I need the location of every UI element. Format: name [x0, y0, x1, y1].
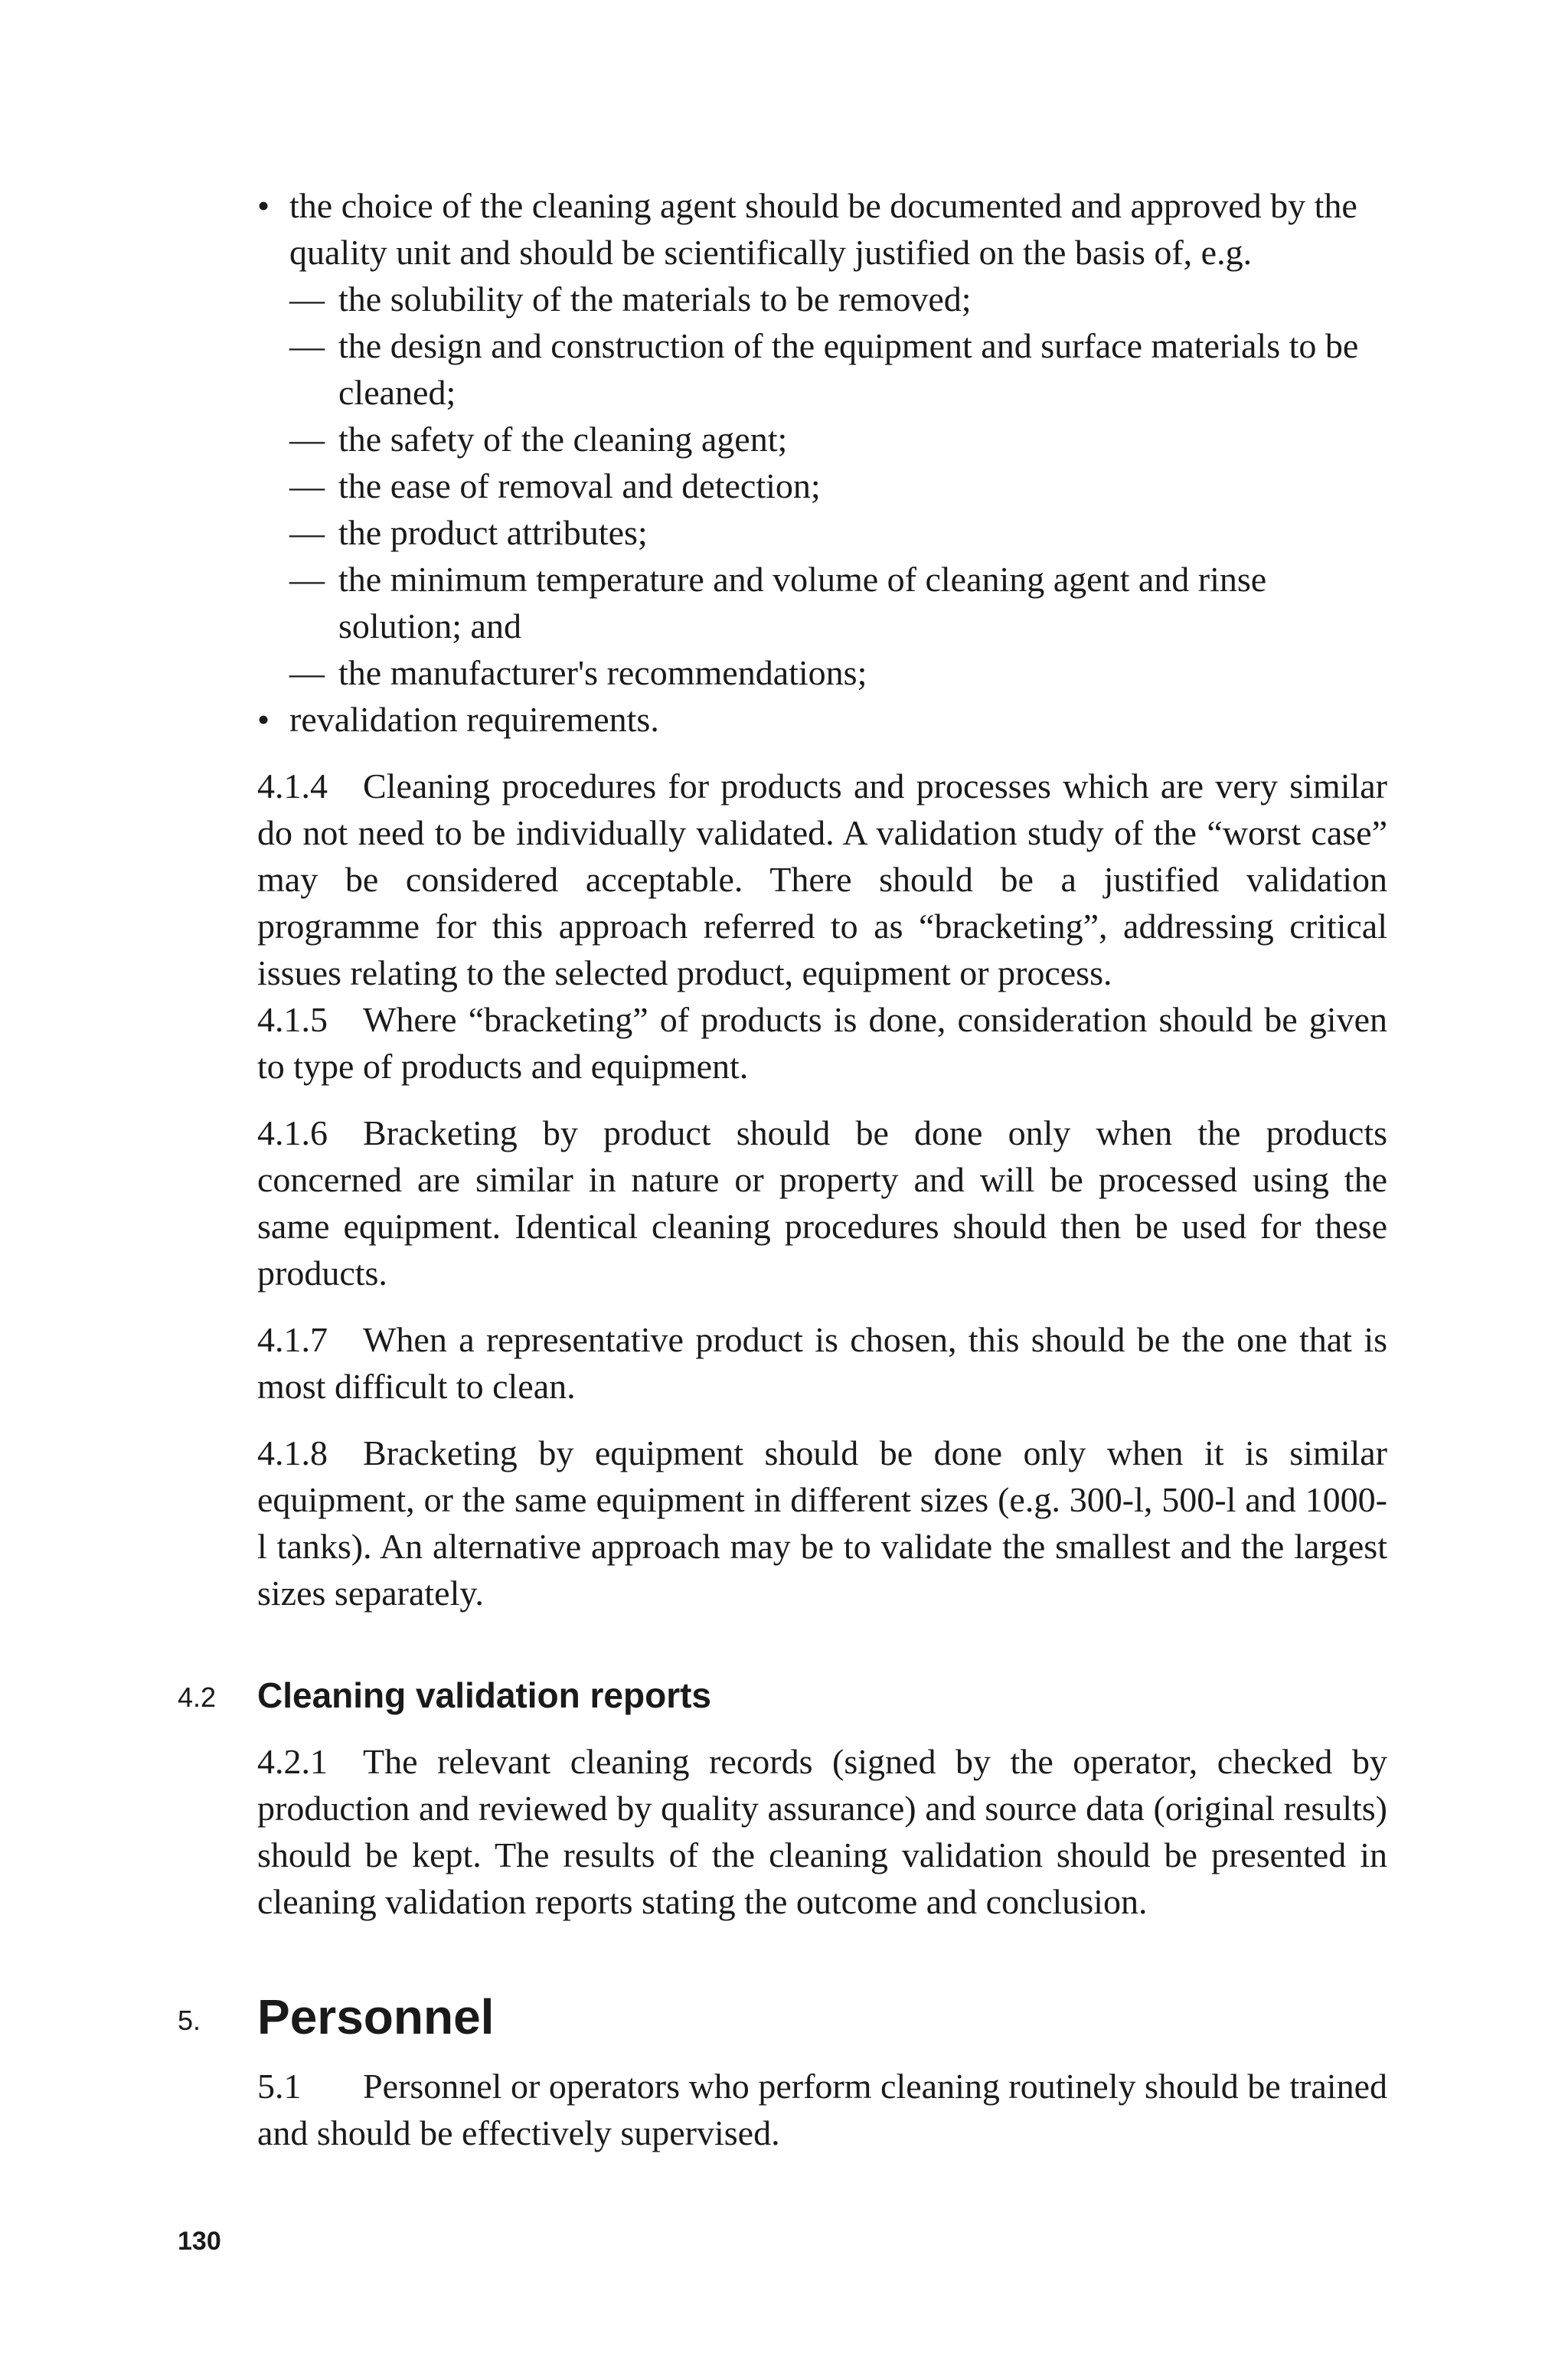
- bullet-list: [257, 182, 1387, 1616]
- paragraph-text: Bracketing by product should be done only when the products concerned are similar in nature or property and will be processed using the same equipment. Identical cleaning procedures should then be used for these products.: [257, 1113, 1387, 1293]
- list-item: [257, 509, 1387, 556]
- paragraph-number: 4.1.7: [257, 1320, 328, 1359]
- dash-text: the product attributes;: [338, 513, 648, 552]
- dash-text: the manufacturer's recommendations;: [338, 653, 867, 692]
- dash-marker: —: [289, 466, 325, 505]
- list-item: [257, 649, 1387, 696]
- list-item: [257, 556, 1387, 649]
- section-title: Cleaning validation reports: [257, 1675, 711, 1715]
- list-item: [257, 276, 1387, 322]
- list-item: [257, 696, 1387, 743]
- dash-marker: —: [289, 653, 325, 692]
- paragraph-number: 4.1.8: [257, 1433, 328, 1472]
- paragraph-text: The relevant cleaning records (signed by the operator, checked by production and reviewed by quality assurance) and source data (original results) should be kept. The results of the cleaning validation should be presented in cleaning validation reports stating the outcome and conclusion.: [257, 1742, 1387, 1921]
- dash-text: the ease of removal and detection;: [338, 466, 821, 505]
- section-4-2-body: [257, 1738, 1387, 1925]
- paragraph-number: 4.1.5: [257, 1000, 328, 1039]
- section-number: 5.: [178, 2005, 201, 2036]
- paragraph-4-2-1: [257, 1738, 1387, 1925]
- list-item: [257, 416, 1387, 462]
- dash-marker: —: [289, 326, 325, 365]
- paragraph-5-1: [257, 2063, 1387, 2156]
- paragraph-4-1-4: [257, 763, 1387, 996]
- paragraph-text: Bracketing by equipment should be done only when it is similar equipment, or the same equipment in different sizes (e.g. 300-l, 500-l and 1000-l tanks). An alternative approach may be to validate the smallest and the largest sizes separately.: [257, 1433, 1387, 1613]
- paragraph-text: Cleaning procedures for products and processes which are very similar do not need to be individually validated. A validation study of the “worst case” may be considered acceptable. There should be a justified validation programme for this approach referred to as “bracketing”, addressing critical issues relating to the selected product, equipment or process.: [257, 766, 1387, 992]
- dash-marker: —: [289, 560, 325, 599]
- dash-marker: —: [289, 420, 325, 459]
- dash-text: the minimum temperature and volume of cleaning agent and rinse solution; and: [338, 560, 1267, 645]
- paragraph-text: Where “bracketing” of products is done, consideration should be given to type of products and equipment.: [257, 1000, 1387, 1086]
- paragraph-4-1-7: [257, 1316, 1387, 1410]
- dash-marker: —: [289, 513, 325, 552]
- paragraph-number: 4.1.4: [257, 766, 328, 806]
- paragraph-4-1-5: [257, 996, 1387, 1090]
- dash-text: the design and construction of the equipment and surface materials to be cleaned;: [338, 326, 1359, 412]
- section-number: 4.2: [178, 1681, 217, 1713]
- bullet-text: the choice of the cleaning agent should be documented and approved by the quality unit and should be scientifically justified on the basis of, e.g.: [289, 186, 1357, 272]
- dash-marker: —: [289, 279, 325, 319]
- dash-text: the safety of the cleaning agent;: [338, 420, 788, 459]
- paragraph-text: When a representative product is chosen, this should be the one that is most difficult to clean.: [257, 1320, 1387, 1406]
- paragraph-text: Personnel or operators who perform cleaning routinely should be trained and should be effectively supervised.: [257, 2067, 1387, 2152]
- section-5-body: [257, 2063, 1387, 2156]
- paragraph-number: 5.1: [257, 2067, 302, 2106]
- list-item: [257, 322, 1387, 416]
- bullet-text: revalidation requirements.: [289, 700, 659, 739]
- list-item: [257, 182, 1387, 276]
- paragraph-number: 4.1.6: [257, 1113, 328, 1152]
- paragraph-number: 4.2.1: [257, 1742, 328, 1781]
- paragraph-4-1-6: [257, 1110, 1387, 1296]
- section-title: Personnel: [257, 1989, 495, 2044]
- list-item: [257, 462, 1387, 509]
- dash-text: the solubility of the materials to be removed;: [338, 279, 972, 319]
- page-number: 130: [178, 2227, 221, 2256]
- bullet-marker: •: [257, 186, 270, 225]
- bullet-marker: •: [257, 700, 270, 739]
- paragraph-4-1-8: [257, 1430, 1387, 1616]
